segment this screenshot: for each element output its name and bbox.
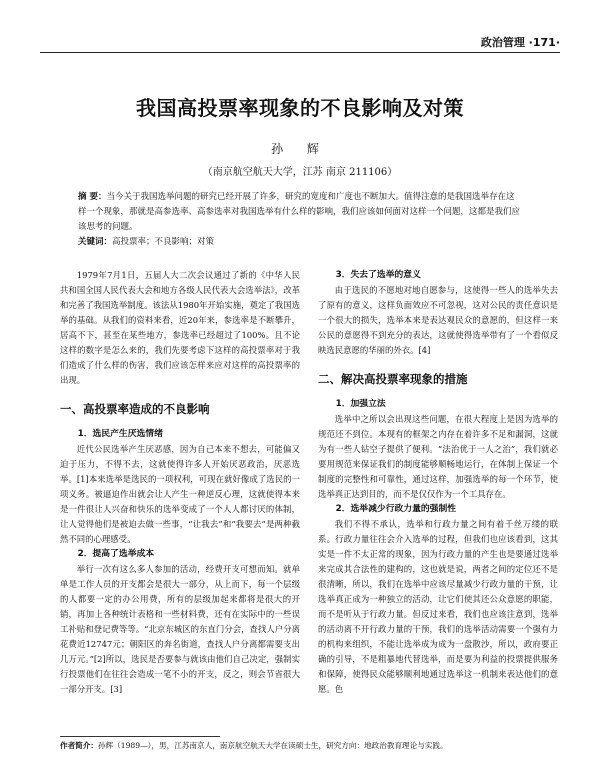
body-paragraph: 举行一次有这么多人参加的活动，经费开支可想而知。就单单是工作人员的开支都会是很大一部分，从上而下，每一个层级的人都要一定的办公用费，所有的层级加起来都将是很大的开销，再加上各种统计表格和一些材料费，还有在实际中的一些误工补贴和登记费等等。“北京东城区的东直门分会，查找人户分离花费近12747元；朝阳区的奔名街道，查找人户分离都需要支出几万元。”[2]所以，选民是否要参与就该由他们自己决定，强制实行投票他们在往往会造成一笔不小的开支，反之，则会节省很大一部分开支。[3]	[60, 564, 300, 694]
subsection-heading-1-3: 3．失去了选举的意义	[335, 270, 421, 280]
subsection-heading-1-1: 1．选民产生厌选情绪	[77, 429, 163, 439]
subsection-heading-2-2: 2．选举减少行政力量的强制性	[335, 504, 457, 514]
intro-paragraph: 1979年7月1日，五届人大二次会议通过了新的《中华人民共和国全国人民代表大会和地方各级人民代表大会选举法》，改革和完善了我国选举制度。该法从1980年开始实施，奠定了我国选举的基础。从我们的资料来看，近20年来，参选率是不断攀升，居高不下，甚至在某些地方，参选率已经超过了100%。且不论这样的数字是怎么来的，我们先要考虑下这样的高投票率对于我们造成了什么样的伤害，我们应该怎样来应对这样的高投票率的出现。	[60, 270, 300, 385]
body-paragraph: 我们不得不承认，选举和行政力量之间有着千丝万缕的联系。行政力量往往会介入选举的过程，但我们也应该看到，这其实是一件不太正常的现象，因为行政力量的产生也是要通过选举来完成其合法性的建构的，这也就是说，两者之间的定位还不是很清晰，所以，我们在选举中应该尽量减少行政力量的干预，让选举真正成为一种独立的活动，让它们使其还公众意愿的职能，而不是听从于行政力量。但反过来看，我们也应该注意到，选举的活动离不开行政力量的干预，我们的选举活动需要一个强有力的机构来组织，不能让选举成为成为一盘散沙，所以，政府要正确的引导，不是粗暴地代替选举，而是要为利益的投票提供服务和保障，使得民众能够顺利地通过选举这一机制来表达他们的意愿。色	[318, 519, 558, 694]
keywords-label: 关键词：	[78, 237, 113, 247]
section-heading-2: 二、解决高投票率现象的措施	[318, 372, 468, 386]
footnote-divider	[60, 736, 220, 737]
body-paragraph: 选举中之所以会出现这些问题，在很大程度上是因为选举的规范还不到位。本现有的框架之内存在着许多不足和漏洞，这就为有一些人钻空子提供了便利。“法治优于一人之治”，我们就必要用规范来保证我们的制度能够顺畅地运行，在体制上保证一个制度的完整性和可靠性，通过这样，加强选举的每一个环节，使选举真正达到目的，而不是仅仅作为一个工具存在。	[318, 414, 558, 499]
keywords-text: 高投票率；不良影响；对策	[112, 237, 215, 247]
abstract-text: 当今关于我国选举问题的研究已经开展了许多，研究的宽度和广度也不断加大。值得注意的是我国选举存在这样一个现象，那就是高参选率、高参选率对我国选举有什么样的影响，我们应该如何面对这样一个问题，这都是我们应该思考的问题。	[78, 192, 521, 232]
body-paragraph: 近代公民选举产生厌恶感，因为自己本来不想去，可能偏又迫于压力，不得不去，这就使得许多人开始厌恶政治，厌恶选举。[1]本来选举是选民的一项权利，可现在就好像成了选民的一项义务。被逼迫作出就会让人产生一种逆反心理，这就使得本来是一件很让人兴奋和快乐的选举变成了一个人人都讨厌的体制，让人觉得他们是被迫去做一些事，“让我去”和“我要去”是两种截然不同的心理感受。	[60, 444, 300, 544]
abstract-block	[78, 190, 522, 250]
section-heading-1: 一、高投票率造成的不良影响	[60, 402, 210, 416]
footnote-label: 作者简介：	[60, 741, 98, 750]
subsection-heading-1-2: 2．提高了选举成本	[77, 549, 155, 559]
running-header	[40, 34, 560, 53]
running-title-page: 政治管理 ·171·	[480, 36, 560, 49]
subsection-heading-2-1: 1．加强立法	[335, 399, 386, 409]
footnote-text: 孙辉（1989—），男，江苏南京人，南京航空航天大学在读硕士生，研究方向：地政治教育理论与实践。	[97, 741, 448, 750]
body-paragraph: 由于选民的不愿地对地自愿参与，这使得一些人的选举失去了原有的意义，这样负面效应不可忽视，这对公民的责任意识是一个很大的损失，选举本来是表达观民众的意愿的，但这样一来公民的意愿得不到充分的表达，这就使得选举带有了一个看似反映选民意愿的华丽的外衣。[4]	[318, 285, 558, 355]
author-affiliation: （南京航空航天大学，江苏 南京 211106）	[202, 167, 398, 178]
left-column	[60, 268, 300, 697]
author-footnote	[60, 740, 560, 751]
author-name: 孙 辉	[271, 142, 329, 156]
abstract-label: 摘 要：	[78, 192, 107, 202]
article-title: 我国高投票率现象的不良影响及对策	[136, 96, 464, 120]
right-column	[318, 268, 558, 697]
